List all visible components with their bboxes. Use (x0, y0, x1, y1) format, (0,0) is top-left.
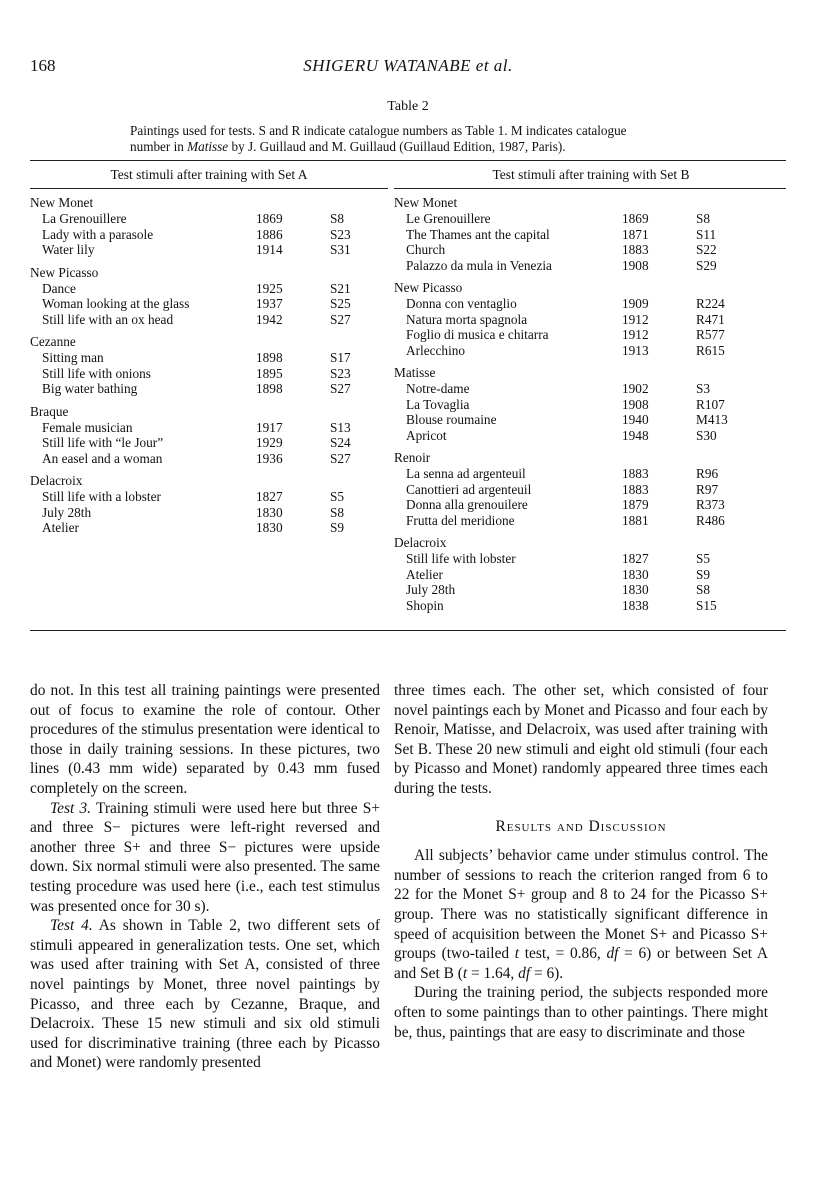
painting-year: 1871 (622, 226, 649, 242)
artist-group-heading: Cezanne (30, 334, 76, 349)
caption-line-2a: number in (130, 139, 188, 154)
paragraph: During the training period, the subjects responded more often to some paintings than to other paintings. There might be, thus, paintings that are easy to discriminate and those (394, 984, 768, 1041)
painting-year: 1895 (256, 365, 283, 381)
catalogue-number: R107 (696, 396, 725, 412)
table-row (394, 327, 786, 343)
col-b-header: Test stimuli after training with Set B (492, 167, 690, 182)
stat-symbol: t (514, 945, 520, 963)
table-row (30, 489, 390, 505)
table-row (394, 497, 786, 513)
table-row (30, 381, 390, 397)
table-row (394, 381, 786, 397)
painting-year: 1908 (622, 396, 649, 412)
painting-title: Lady with a parasole (42, 226, 154, 242)
painting-title: Arlecchino (406, 342, 466, 358)
table-row (394, 551, 786, 567)
artist-group-heading: New Picasso (30, 264, 99, 280)
catalogue-number: S5 (696, 551, 711, 566)
painting-year: 1937 (256, 296, 283, 311)
painting-year: 1948 (622, 427, 649, 443)
painting-year: 1827 (622, 551, 649, 566)
paragraph-text: = 6) or between Set A and Set B ( (394, 945, 768, 982)
painting-title: Atelier (42, 520, 79, 535)
catalogue-number: S27 (330, 311, 351, 327)
catalogue-number: S31 (330, 242, 351, 257)
painting-year: 1883 (622, 466, 649, 481)
paragraph-text: = 6). (530, 964, 564, 982)
table-row (30, 420, 390, 436)
catalogue-number: S8 (330, 504, 345, 520)
painting-title: La Grenouillere (42, 211, 127, 226)
painting-title: Big water bathing (42, 381, 138, 396)
painting-title: Le Grenouillere (406, 211, 491, 226)
painting-title: Natura morta spagnola (406, 311, 528, 327)
table-row (30, 281, 390, 297)
stat-symbol: df (518, 964, 531, 982)
table-row (394, 428, 786, 444)
painting-year: 1909 (622, 296, 649, 311)
catalogue-number: R615 (696, 342, 725, 358)
table-row (30, 366, 390, 382)
catalogue-number: R224 (696, 296, 725, 311)
painting-title: Dance (42, 280, 76, 296)
painting-year: 1898 (256, 381, 283, 396)
table-row (394, 412, 786, 428)
painting-title: Apricot (406, 427, 447, 443)
body-column-left (30, 681, 380, 1073)
paragraph: three times each. The other set, which consisted of four novel paintings each by Monet and Picasso and four each by Renoir, Matisse, and Delacroix, was used after training with Set B. These 20 new stimuli and eight old stimuli (four each by Picasso and Monet) randomly appeared three times each during the tests. (394, 682, 768, 797)
painting-title: Still life with onions (42, 365, 151, 381)
painting-year: 1917 (256, 419, 283, 435)
catalogue-number: S13 (330, 419, 351, 435)
catalogue-number: R577 (696, 327, 725, 342)
catalogue-number: R373 (696, 497, 725, 512)
catalogue-number: S22 (696, 242, 717, 257)
table-caption (130, 123, 690, 155)
painting-year: 1830 (256, 520, 283, 535)
catalogue-number: S3 (696, 381, 711, 396)
painting-year: 1830 (622, 582, 649, 597)
catalogue-number: R97 (696, 481, 719, 497)
table-row (30, 435, 390, 451)
catalogue-number: S27 (330, 381, 351, 396)
catalogue-number: S23 (330, 226, 351, 242)
table-row (394, 343, 786, 359)
catalogue-number: M413 (696, 412, 728, 427)
painting-title: Atelier (406, 566, 443, 582)
catalogue-number: S25 (330, 296, 351, 311)
painting-year: 1898 (256, 350, 283, 365)
painting-year: 1902 (622, 381, 649, 396)
catalogue-number: S11 (696, 226, 717, 242)
painting-title: July 28th (42, 504, 92, 520)
painting-year: 1912 (622, 327, 649, 342)
catalogue-number: S9 (696, 566, 711, 582)
painting-year: 1942 (256, 311, 283, 327)
painting-title: Shopin (406, 597, 444, 613)
table-row (394, 211, 786, 227)
painting-title: Female musician (42, 419, 133, 435)
catalogue-number: S8 (696, 211, 711, 226)
table-row (394, 482, 786, 498)
artist-group-heading: Delacroix (30, 473, 83, 488)
catalogue-number: S24 (330, 435, 351, 450)
table-row (394, 312, 786, 328)
painting-title: La Tovaglia (406, 396, 470, 412)
caption-line-1: Paintings used for tests. S and R indicate catalogue numbers as Table 1. M indicates catalogue (130, 123, 627, 138)
paragraph (30, 799, 380, 917)
table-row (394, 258, 786, 274)
catalogue-number: S8 (330, 211, 345, 226)
paragraph (30, 916, 380, 1073)
artist-group-heading: Matisse (394, 365, 436, 380)
catalogue-number: S23 (330, 365, 351, 381)
painting-title: Foglio di musica e chitarra (406, 327, 549, 342)
painting-title: Woman looking at the glass (42, 296, 190, 311)
painting-title: Sitting man (42, 350, 104, 365)
table-row (30, 451, 390, 467)
test-label: Test 4. (50, 917, 93, 935)
painting-title: Blouse roumaine (406, 412, 497, 427)
stat-symbol: t (462, 964, 468, 982)
painting-year: 1914 (256, 242, 283, 257)
paragraph (394, 846, 768, 983)
body-column-right (394, 681, 768, 1042)
painting-year: 1908 (622, 257, 649, 273)
painting-year: 1886 (256, 226, 283, 242)
catalogue-number: S5 (330, 489, 345, 504)
table-row (30, 296, 390, 312)
painting-title: Donna con ventaglio (406, 296, 517, 311)
paragraph-text: All subjects’ behavior came under stimulus control. The number of sessions to reach the criterion ranged from 6 to 22 for the Monet S+ group and 8 to 24 for the Picasso S+ group. There was no statistically significant difference in speed of acquisition between the Monet S+ and Picasso S+ groups (two-tailed (394, 847, 768, 963)
table-row (394, 227, 786, 243)
painting-year: 1936 (256, 450, 283, 466)
painting-title: Still life with a lobster (42, 489, 161, 504)
painting-year: 1883 (622, 481, 649, 497)
catalogue-number: R486 (696, 512, 725, 528)
table-row (394, 582, 786, 598)
painting-title: Donna alla grenouilere (406, 497, 528, 512)
catalogue-number: S17 (330, 350, 351, 365)
table-row (394, 598, 786, 614)
artist-group-heading: New Picasso (394, 280, 463, 295)
table-row (394, 513, 786, 529)
table-row (394, 466, 786, 482)
painting-year: 1827 (256, 489, 283, 504)
painting-title: Still life with lobster (406, 551, 516, 566)
paragraph: do not. In this test all training paintings were presented out of focus to examine the role of contour. Other procedures of the stimulus presentation were identical to those in daily training sessions. In these pictures, two lines (0.43 mm wide) separated by 0.43 mm fused completely on the screen. (30, 682, 380, 797)
page-number: 168 (30, 56, 56, 75)
catalogue-number: S9 (330, 520, 345, 535)
paragraph-text: test, = 0.86, (519, 945, 607, 963)
painting-title: Church (406, 242, 446, 257)
col-a-header: Test stimuli after training with Set A (110, 167, 308, 182)
table-row (30, 505, 390, 521)
table-row (30, 350, 390, 366)
catalogue-number: S29 (696, 257, 717, 273)
painting-year: 1929 (256, 435, 283, 450)
table-top-rule (30, 160, 786, 161)
table-set-a (30, 188, 390, 536)
painting-title: Notre-dame (406, 381, 470, 396)
stat-symbol: df (606, 945, 619, 963)
table-set-b (394, 188, 786, 613)
painting-title: July 28th (406, 582, 456, 597)
painting-year: 1913 (622, 342, 649, 358)
painting-year: 1912 (622, 311, 649, 327)
test-label: Test 3. (50, 799, 92, 817)
running-title: SHIGERU WATANABE et al. (303, 56, 513, 75)
painting-year: 1881 (622, 512, 649, 528)
painting-title: Still life with an ox head (42, 311, 174, 327)
painting-year: 1869 (622, 211, 649, 226)
painting-title: Palazzo da mula in Venezia (406, 257, 552, 273)
painting-title: An easel and a woman (42, 450, 163, 466)
caption-line-2b: by J. Guillaud and M. Guillaud (Guillaud Edition, 1987, Paris). (228, 139, 566, 154)
table-row (394, 242, 786, 258)
caption-book-title: Matisse (187, 139, 229, 154)
painting-title: La senna ad argenteuil (406, 466, 526, 481)
table-row (394, 296, 786, 312)
painting-title: Water lily (42, 242, 95, 257)
catalogue-number: S8 (696, 582, 711, 597)
catalogue-number: S15 (696, 597, 717, 613)
paragraph-text: As shown in Table 2, two different sets of stimuli appeared in generalization tests. One set, which was used after training with Set A, consisted of three novel paintings by Monet, three novel paintings by Picasso, and three each by Cezanne, Braque, and Delacroix. These 15 new stimuli and six old stimuli used for discriminative training (three each by Picasso and Monet) were randomly presented (30, 917, 381, 1072)
painting-year: 1925 (256, 280, 283, 296)
paragraph-text: Training stimuli were used here but three S+ and three S− pictures were left-right reversed and another three S+ and three S− pictures were upside down. Six normal stimuli were also presented. The same testing procedure was used here (i.e., each test stimulus was presented once for 30 s). (30, 799, 380, 915)
catalogue-number: S27 (330, 450, 351, 466)
table-row (30, 520, 390, 536)
painting-year: 1830 (256, 504, 283, 520)
artist-group-heading: Braque (30, 403, 69, 419)
painting-year: 1830 (622, 566, 649, 582)
artist-group-heading: New Monet (30, 195, 94, 210)
catalogue-number: R471 (696, 311, 725, 327)
painting-title: Frutta del meridione (406, 512, 515, 528)
artist-group-heading: Delacroix (394, 535, 447, 550)
artist-group-heading: New Monet (394, 195, 458, 210)
table-row (30, 227, 390, 243)
artist-group-heading: Renoir (394, 450, 431, 465)
table-bottom-rule (30, 630, 786, 631)
table-row (394, 397, 786, 413)
painting-year: 1869 (256, 211, 283, 226)
catalogue-number: R96 (696, 466, 719, 481)
catalogue-number: S21 (330, 280, 351, 296)
table-row (394, 567, 786, 583)
table-row (30, 242, 390, 258)
painting-year: 1879 (622, 497, 649, 512)
catalogue-number: S30 (696, 427, 717, 443)
paragraph-text: = 1.64, (467, 964, 519, 982)
table-row (30, 312, 390, 328)
painting-year: 1883 (622, 242, 649, 257)
painting-title: Still life with “le Jour” (42, 435, 164, 450)
painting-title: Canottieri ad argenteuil (406, 481, 532, 497)
painting-year: 1838 (622, 597, 649, 613)
table-title: Table 2 (387, 99, 429, 114)
painting-title: The Thames ant the capital (406, 226, 550, 242)
painting-year: 1940 (622, 412, 649, 427)
table-row (30, 211, 390, 227)
section-heading: Results and Discussion (495, 817, 667, 835)
